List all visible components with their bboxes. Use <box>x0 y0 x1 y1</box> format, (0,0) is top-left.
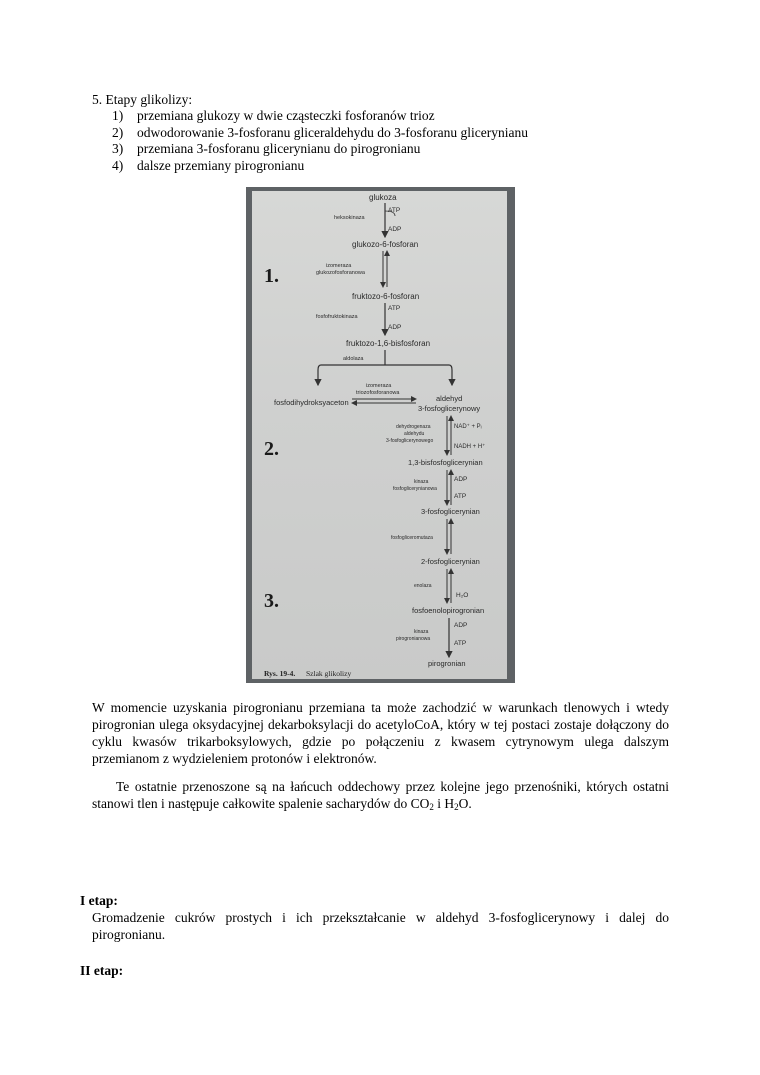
cofactor-atp: ATP <box>454 640 467 647</box>
cofactor-nadh: NADH + H⁺ <box>454 444 486 450</box>
cofactor-adp: ADP <box>388 324 402 331</box>
paragraph-respiratory-chain: Te ostatnie przenoszone są na łańcuch oddechowy przez kolejne jego przenośniki, których ostatni stanowi tlen i następuje całkowite spalenie sacharydów do $CO_2$ i $H_2O$. <box>92 779 669 812</box>
figure-caption-text: Szlak glikolizy <box>306 669 352 678</box>
split-arrow-left <box>318 365 385 385</box>
figure-caption-number: Rys. 19-4. <box>264 669 296 678</box>
metabolite-glukoza: glukoza <box>369 193 397 202</box>
enzyme-pirogronianowa: pirogronianowa <box>396 636 431 642</box>
section-heading: 5. Etapy glikolizy: <box>92 92 193 107</box>
stage-label-1: 1. <box>264 265 279 287</box>
cofactor-adp: ADP <box>454 622 468 629</box>
metabolite-glukozo-6-fosforan: glukozo-6-fosforan <box>352 240 419 249</box>
etap-2-heading: II etap: <box>80 963 124 978</box>
list-item: 4) dalsze przemiany pirogronianu <box>112 157 305 173</box>
cofactor-atp: ATP <box>388 207 401 214</box>
cofactor-adp: ADP <box>454 476 468 483</box>
cofactor-h2o: H₂O <box>456 592 469 599</box>
enzyme-aldolaza: aldolaza <box>343 356 364 362</box>
metabolite-fosfoenolopirogronian: fosfoenolopirogronian <box>412 606 485 615</box>
metabolite-2-fosfoglicerynian: 2-fosfoglicerynian <box>421 557 480 566</box>
paragraph-aerobic: W momencie uzyskania pirogronianu przemiana ta może zachodzić w warunkach tlenowych i wtedy pirogronian ulega oksydacyjnej dekarboksylacji do acetyloCoA, który w tej postaci zostaje dołączony do cyklu kwasów trikarboksylowych, gdzie po połączeniu z kwasem cytrynowym ulega dalszym przemianom z wydzieleniem protonów i elektronów. <box>92 700 669 766</box>
enzyme-3-fosfoglicerynowego: 3-fosfoglicerynowego <box>386 438 434 444</box>
metabolite-bisfosfoglicerynian: 1,3-bisfosfoglicerynian <box>408 458 483 467</box>
cofactor-atp: ATP <box>454 493 467 500</box>
pathway-diagram <box>246 187 515 683</box>
enzyme-fosfofruktokinaza: fosfofruktokinaza <box>316 314 358 320</box>
metabolite-fruktozo-6-fosforan: fruktozo-6-fosforan <box>352 292 420 301</box>
enzyme-kinaza-pirogronianowa-1: kinaza <box>414 629 429 635</box>
metabolite-3-fosfoglicerynowy: 3-fosfoglicerynowy <box>418 404 481 413</box>
cofactor-nad: NAD⁺ + Pᵢ <box>454 424 482 430</box>
metabolite-fruktozo-bisfosforan: fruktozo-1,6-bisfosforan <box>346 339 431 348</box>
enzyme-izomeraza: izomeraza <box>326 263 352 269</box>
glycolysis-steps-list <box>112 108 528 174</box>
metabolite-3-fosfoglicerynian: 3-fosfoglicerynian <box>421 507 480 516</box>
enzyme-aldehydu: aldehydu <box>404 431 425 437</box>
split-arrow-right <box>385 365 452 385</box>
metabolite-fosfodihydroksyaceton: fosfodihydroksyaceton <box>274 398 349 407</box>
enzyme-fosfogliceromutaza: fosfogliceromutaza <box>391 535 433 541</box>
enzyme-kinaza: kinaza <box>414 479 429 485</box>
enzyme-izomeraza-trioz: izomeraza <box>366 383 392 389</box>
enzyme-fosfoglicerynianowa: fosfoglicerynianowa <box>393 486 437 492</box>
enzyme-glukozofosforanowa: glukozofosforanowa <box>316 270 365 276</box>
stage-label-2: 2. <box>264 438 279 460</box>
enzyme-enolaza: enolaza <box>414 583 432 589</box>
enzyme-heksokinaza: heksokinaza <box>334 215 365 221</box>
enzyme-dehydrogenaza: dehydrogenaza <box>396 424 431 430</box>
list-item: 1) przemiana glukozy w dwie cząsteczki fosforanów trioz <box>112 108 435 123</box>
list-item: 2) odwodorowanie 3-fosforanu gliceraldehydu do 3-fosforanu glicerynianu <box>112 124 528 140</box>
metabolite-aldehyd: aldehyd <box>436 394 463 403</box>
etap-1-text: Gromadzenie cukrów prostych i ich przekształcanie w aldehyd 3-fosfoglicerynowy i dalej do pirogronianu. <box>92 910 669 942</box>
etap-1-heading: I etap: <box>80 893 118 908</box>
glycolysis-pathway-photo <box>246 187 515 683</box>
stage-label-3: 3. <box>264 590 279 612</box>
enzyme-triozofosforanowa: triozofosforanowa <box>356 390 400 396</box>
cofactor-atp: ATP <box>388 305 401 312</box>
cofactor-adp: ADP <box>388 226 402 233</box>
list-item: 3) przemiana 3-fosforanu glicerynianu do pirogronianu <box>112 141 421 156</box>
metabolite-pirogronian: pirogronian <box>428 659 466 668</box>
